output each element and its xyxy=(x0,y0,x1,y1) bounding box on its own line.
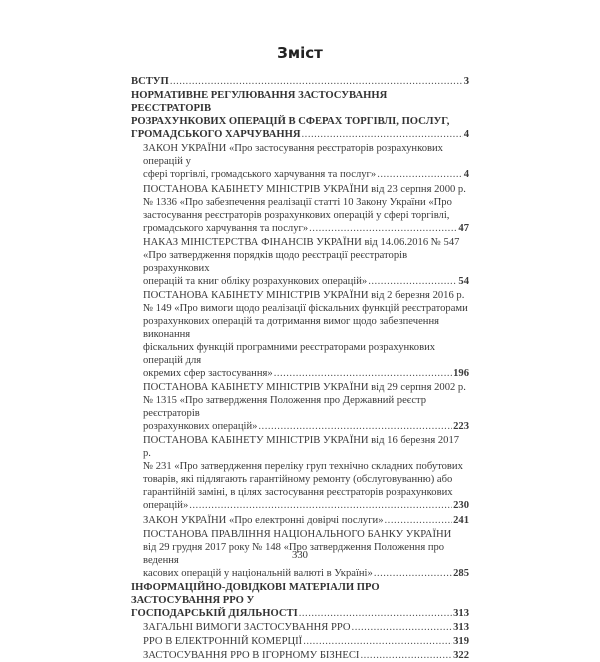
toc-entry-leader-line xyxy=(143,367,469,380)
toc-entry-text-line: № 1315 «Про затвердження Положення про Державний реєстр реєстраторів xyxy=(143,395,427,420)
toc-page-number: 3 xyxy=(463,76,469,87)
toc-entry-text-line: РРО В ЕЛЕКТРОННІЙ КОМЕРЦІЇ xyxy=(143,636,303,648)
toc-entry[interactable] xyxy=(131,581,469,620)
toc-entry-text-line: сфері торгівлі, громадського харчування та послуг» xyxy=(143,169,377,181)
toc-page-number: 319 xyxy=(453,636,469,648)
toc-entry[interactable] xyxy=(131,89,469,141)
toc-entry-text-line: ЗАКОН УКРАЇНИ «Про застосування реєстраторів розрахункових операцій у xyxy=(143,143,443,168)
page-title: Зміст xyxy=(277,44,323,62)
toc-entry-text-line: ЗАКОН УКРАЇНИ «Про електронні довірчі послуги» xyxy=(143,514,384,526)
toc-page-number: 313 xyxy=(453,622,469,634)
dot-leader xyxy=(303,635,452,648)
dot-leader xyxy=(299,607,452,620)
toc-entry-text-line: ПОСТАНОВА КАБІНЕТУ МІНІСТРІВ УКРАЇНИ від 29 серпня 2002 р. xyxy=(143,382,466,394)
toc-entry-leader-line xyxy=(131,75,469,88)
toc-entry-leader-line xyxy=(131,128,469,141)
dot-leader xyxy=(377,168,463,181)
toc-entry-text-line: ГРОМАДСЬКОГО ХАРЧУВАННЯ xyxy=(131,129,301,141)
toc-entry-text-line: ІНФОРМАЦІЙНО-ДОВІДКОВІ МАТЕРІАЛИ ПРО ЗАСТОСУВАННЯ РРО У xyxy=(131,581,380,606)
toc-entry-leader-line xyxy=(143,499,469,512)
dot-leader xyxy=(258,420,452,433)
dot-leader xyxy=(360,649,452,662)
dot-leader xyxy=(374,567,452,580)
toc-page-number: 47 xyxy=(458,222,469,234)
toc-entry-text-line: ПОСТАНОВА КАБІНЕТУ МІНІСТРІВ УКРАЇНИ від 16 березня 2017 р. xyxy=(143,435,460,460)
toc-entry-text-line: № 231 «Про затвердження переліку груп технічно складних побутових xyxy=(143,461,463,473)
toc-entry[interactable] xyxy=(131,434,469,512)
toc-entry-text-line: від 29 грудня 2017 року № 148 «Про затвердження Положення про ведення xyxy=(143,541,445,566)
toc-entry[interactable] xyxy=(131,514,469,527)
toc-entry-text-line: товарів, які підлягають гарантійному ремонту (обслуговуванню) або xyxy=(143,474,453,486)
toc-entry-text-line: ВСТУП xyxy=(131,76,169,87)
toc-entry-text-line: РОЗРАХУНКОВИХ ОПЕРАЦІЙ В СФЕРАХ ТОРГІВЛІ, ПОСЛУГ, xyxy=(131,116,450,128)
toc-page-number: 54 xyxy=(458,275,469,287)
toc-page-number: 230 xyxy=(453,500,469,512)
dot-leader xyxy=(274,367,452,380)
toc-entry-leader-line xyxy=(143,567,469,580)
toc-entry-leader-line xyxy=(143,222,469,235)
toc-entry[interactable] xyxy=(131,381,469,433)
toc-entry-leader-line xyxy=(143,168,469,181)
toc-entry-text-line: громадського харчування та послуг» xyxy=(143,222,309,234)
toc-page-number: 322 xyxy=(453,650,469,662)
toc-entry-leader-line xyxy=(143,514,469,527)
dot-leader xyxy=(189,499,452,512)
toc-entry-leader-line xyxy=(143,275,469,288)
toc-entry-text-line: ПОСТАНОВА КАБІНЕТУ МІНІСТРІВ УКРАЇНИ від 2 березня 2016 р. xyxy=(143,289,465,301)
toc-entry-text-line: ЗАГАЛЬНІ ВИМОГИ ЗАСТОСУВАННЯ РРО xyxy=(143,622,351,634)
toc-entry-text-line: № 149 «Про вимоги щодо реалізації фіскальних функцій реєстраторами xyxy=(143,302,468,314)
toc-entry-text-line: ЗАСТОСУВАННЯ РРО В ІГОРНОМУ БІЗНЕСІ xyxy=(143,650,360,662)
toc-page-number: 285 xyxy=(453,567,469,579)
table-of-contents xyxy=(131,75,469,662)
toc-entry-text-line: «Про затвердження порядків щодо реєстрації реєстраторів розрахункових xyxy=(143,249,408,274)
page-number: 330 xyxy=(292,550,308,561)
toc-entry-text-line: операцій» xyxy=(143,500,189,512)
toc-entry[interactable] xyxy=(131,289,469,380)
dot-leader xyxy=(368,275,457,288)
dot-leader xyxy=(309,222,457,235)
toc-entry-text-line: застосування реєстраторів розрахункових операцій у сфері торгівлі, xyxy=(143,209,450,221)
dot-leader xyxy=(352,621,453,634)
toc-entry[interactable] xyxy=(131,183,469,235)
toc-entry-text-line: фіскальних функцій програмними реєстраторами розрахункових операцій для xyxy=(143,341,436,366)
toc-entry-text-line: ПОСТАНОВА КАБІНЕТУ МІНІСТРІВ УКРАЇНИ від 23 серпня 2000 р. xyxy=(143,183,466,195)
toc-page-number: 196 xyxy=(453,367,469,379)
toc-entry-leader-line xyxy=(143,635,469,648)
toc-entry-text-line: операцій та книг обліку розрахункових операцій» xyxy=(143,275,368,287)
toc-page-number: 313 xyxy=(453,607,469,619)
toc-entry-text-line: гарантійній заміні, в цілях застосування реєстраторів розрахункових xyxy=(143,487,453,499)
toc-page-number: 223 xyxy=(453,421,469,433)
toc-entry-leader-line xyxy=(143,420,469,433)
toc-entry-text-line: ГОСПОДАРСЬКІЙ ДІЯЛЬНОСТІ xyxy=(131,607,298,619)
toc-entry-leader-line xyxy=(131,607,469,620)
toc-entry[interactable] xyxy=(131,621,469,634)
dot-leader xyxy=(170,75,463,88)
toc-entry-leader-line xyxy=(143,649,469,662)
toc-page-number: 4 xyxy=(463,129,469,141)
toc-entry-text-line: розрахункових операцій» xyxy=(143,421,258,433)
toc-entry-text-line: окремих сфер застосування» xyxy=(143,367,273,379)
toc-entry-text-line: розрахункових операцій та дотримання вимог щодо забезпечення виконання xyxy=(143,315,439,340)
toc-entry[interactable] xyxy=(131,649,469,662)
toc-entry-text-line: ПОСТАНОВА ПРАВЛІННЯ НАЦІОНАЛЬНОГО БАНКУ УКРАЇНИ xyxy=(143,528,452,540)
toc-entry-text-line: НАКАЗ МІНІСТЕРСТВА ФІНАНСІВ УКРАЇНИ від 14.06.2016 № 547 xyxy=(143,236,460,248)
toc-page-number: 241 xyxy=(453,514,469,526)
toc-entry[interactable] xyxy=(131,142,469,181)
toc-entry[interactable] xyxy=(131,635,469,648)
toc-page-number: 4 xyxy=(463,169,469,181)
toc-entry-text-line: касових операцій у національній валюті в Україні» xyxy=(143,567,373,579)
toc-entry-leader-line xyxy=(143,621,469,634)
toc-entry-text-line: НОРМАТИВНЕ РЕГУЛЮВАННЯ ЗАСТОСУВАННЯ РЕЄСТРАТОРІВ xyxy=(131,90,388,115)
toc-entry[interactable] xyxy=(131,236,469,288)
dot-leader xyxy=(302,128,463,141)
toc-entry-text-line: № 1336 «Про забезпечення реалізації статті 10 Закону України «Про xyxy=(143,196,452,208)
toc-entry[interactable] xyxy=(131,75,469,88)
dot-leader xyxy=(385,514,453,527)
